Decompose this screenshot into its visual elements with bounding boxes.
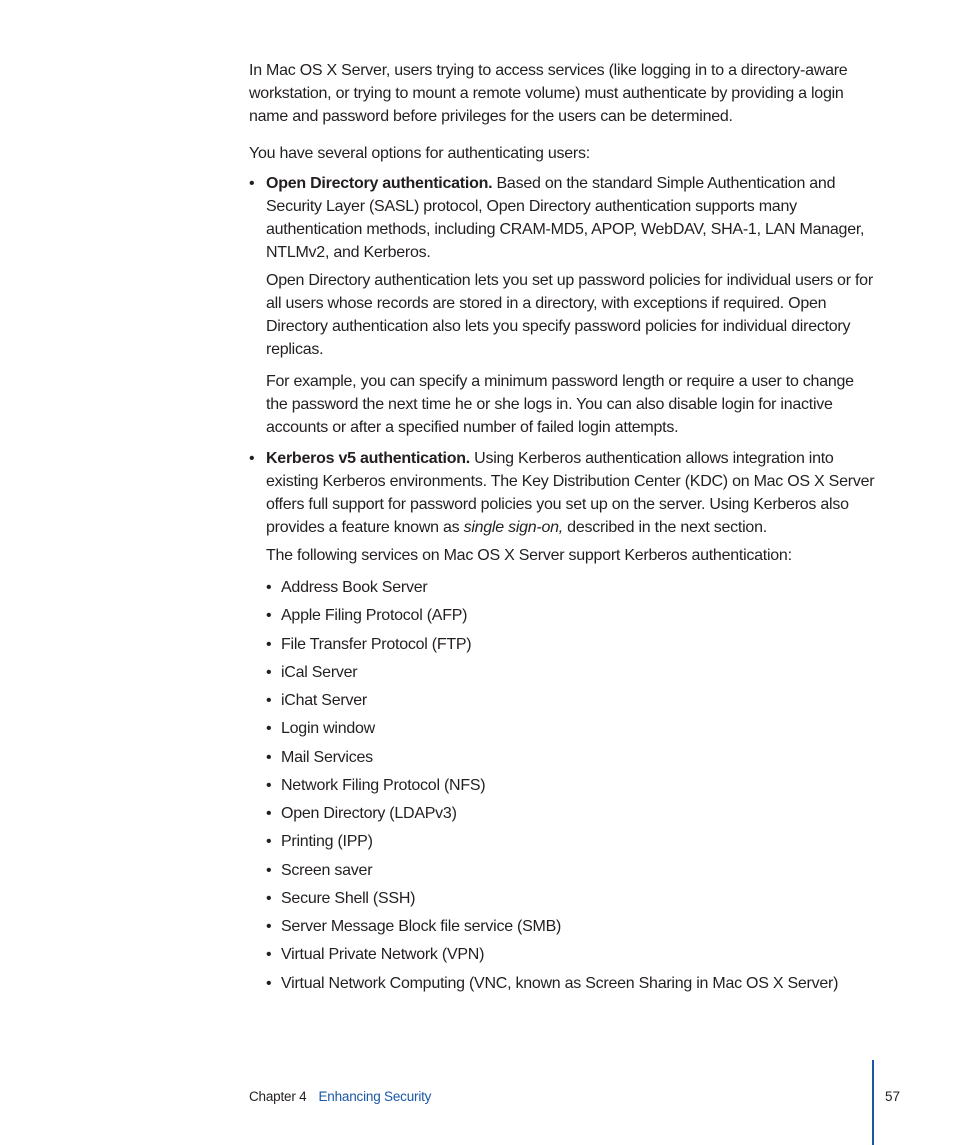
open-directory-p2: Open Directory authentication lets you set up password policies for individual users or for all users whose records are stored in a directory, with exceptions if required. Open Directory authentication also lets you specify password policies for individual directory replicas. xyxy=(266,272,873,358)
list-item: • File Transfer Protocol (FTP) xyxy=(266,635,472,653)
page-body xyxy=(249,59,879,1000)
footer-chapter: Chapter 4 xyxy=(249,1089,307,1104)
list-item: • Printing (IPP) xyxy=(266,833,373,851)
list-item: • Server Message Block file service (SMB) xyxy=(266,918,562,935)
open-directory-title: Open Directory authentication. xyxy=(266,175,493,192)
page-number: 57 xyxy=(885,1089,901,1104)
list-item: • iChat Server xyxy=(266,692,367,709)
open-directory-p3: For example, you can specify a minimum password length or require a user to change the password the next time he or she logs in. You can also disable login for inactive accounts or after a specified number of failed login attempts. xyxy=(266,373,854,436)
bullet-open-directory xyxy=(249,172,879,439)
list-item: • Network Filing Protocol (NFS) xyxy=(266,776,486,794)
kerberos-services-intro: The following services on Mac OS X Server support Kerberos authentication: xyxy=(266,547,792,564)
bullet-kerberos xyxy=(249,447,879,1000)
bullet-marker: • xyxy=(249,175,255,192)
list-item: • Virtual Network Computing (VNC, known as Screen Sharing in Mac OS X Server) xyxy=(266,974,839,992)
list-item: • Mail Services xyxy=(266,748,373,766)
footer-section-link[interactable]: Enhancing Security xyxy=(318,1089,432,1104)
options-intro-paragraph: You have several options for authenticating users: xyxy=(249,145,590,162)
page-footer xyxy=(249,1087,431,1107)
footer-divider xyxy=(872,1060,874,1145)
bullet-marker: • xyxy=(249,450,255,467)
list-item: • Secure Shell (SSH) xyxy=(266,889,416,907)
list-item: • Virtual Private Network (VPN) xyxy=(266,946,485,964)
list-item: • Apple Filing Protocol (AFP) xyxy=(266,607,468,625)
kerberos-services-list xyxy=(266,576,879,1000)
kerberos-text-a: Using Kerberos authentication allows integration into existing Kerberos environments. The Key Distribution Center (KDC) on Mac OS X Server offers full support for password policies you set up on the server. Using Kerberos also provides a feature known as xyxy=(266,450,875,536)
intro-paragraph: In Mac OS X Server, users trying to access services (like logging in to a directory-aware workstation, or trying to mount a remote volume) must authenticate by providing a login name and password before privileges for the users can be determined. xyxy=(249,62,848,125)
kerberos-term-sso: single sign-on, xyxy=(463,519,563,536)
kerberos-title: Kerberos v5 authentication. xyxy=(266,450,470,467)
list-item: • iCal Server xyxy=(266,663,358,681)
list-item: • Address Book Server xyxy=(266,579,428,596)
open-directory-text: Based on the standard Simple Authentication and Security Layer (SASL) protocol, Open Directory authentication supports many authentication methods, including CRAM-MD5, APOP, WebDAV, SHA-1, LAN Manager, NTLMv2, and Kerberos. xyxy=(266,175,865,261)
list-item: • Open Directory (LDAPv3) xyxy=(266,805,457,822)
list-item: • Login window xyxy=(266,720,375,738)
list-item: • Screen saver xyxy=(266,861,373,879)
kerberos-text-b: described in the next section. xyxy=(562,519,767,536)
